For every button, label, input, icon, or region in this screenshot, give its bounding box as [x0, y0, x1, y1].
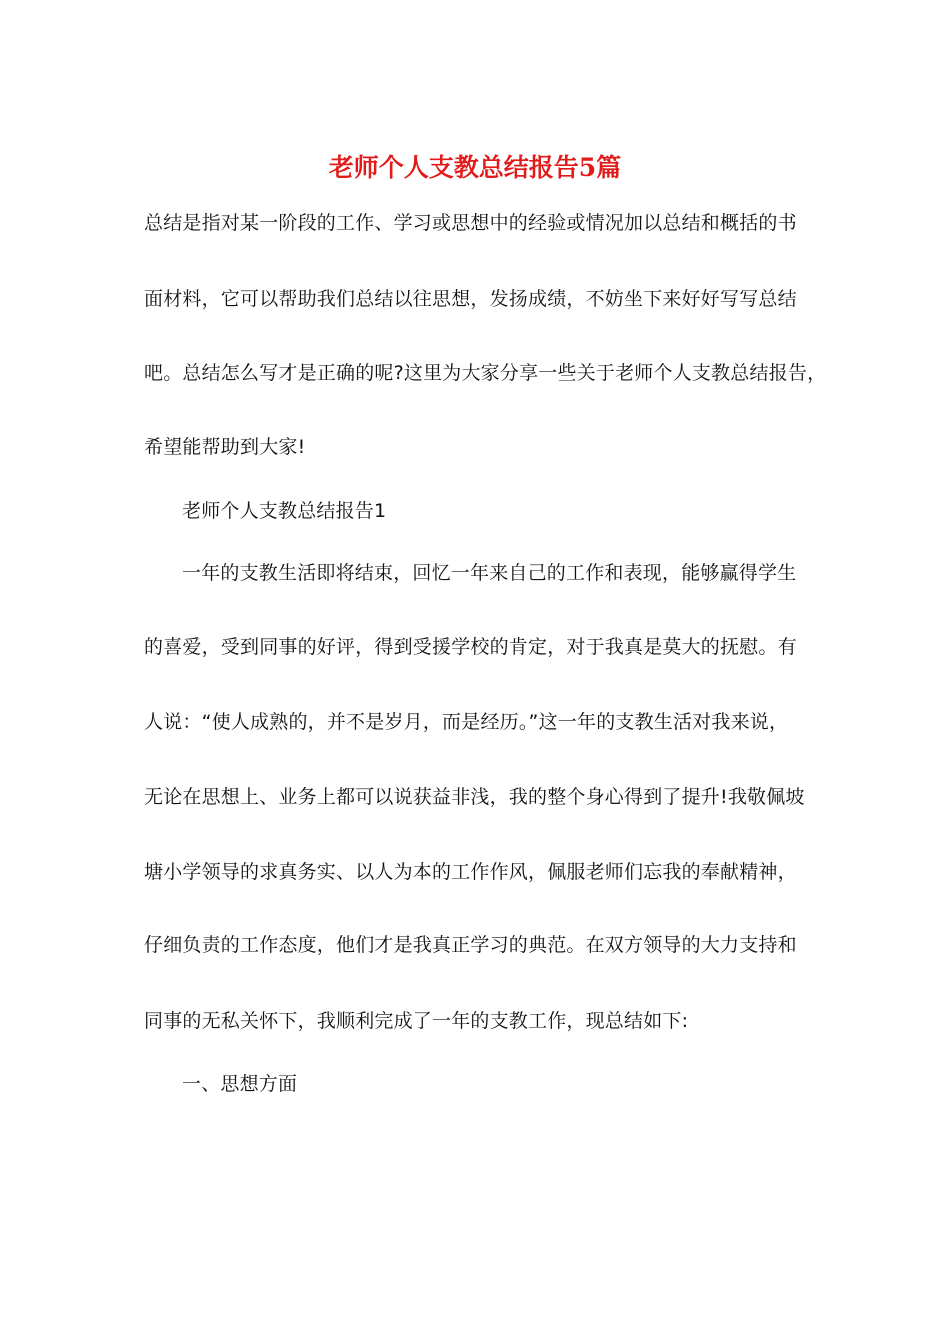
intro-line: 希望能帮助到大家!	[144, 436, 306, 458]
intro-line: 总结是指对某一阶段的工作、学习或思想中的经验或情况加以总结和概括的书	[144, 212, 797, 234]
subheading: 一、思想方面	[182, 1073, 298, 1095]
intro-line: 面材料，它可以帮助我们总结以往思想，发扬成绩，不妨坐下来好好写写总结	[144, 288, 797, 310]
body-line: 无论在思想上、业务上都可以说获益非浅，我的整个身心得到了提升!我敬佩坡	[144, 786, 805, 808]
body-line: 一年的支教生活即将结束，回忆一年来自己的工作和表现，能够赢得学生	[182, 562, 797, 584]
section-heading: 老师个人支教总结报告1	[182, 500, 387, 522]
body-line: 的喜爱，受到同事的好评，得到受援学校的肯定，对于我真是莫大的抚慰。有	[144, 636, 797, 658]
body-line: 塘小学领导的求真务实、以人为本的工作作风，佩服老师们忘我的奉献精神，	[144, 861, 797, 883]
body-line: 同事的无私关怀下，我顺利完成了一年的支教工作，现总结如下:	[144, 1010, 689, 1032]
document-title: 老师个人支教总结报告5篇	[328, 153, 622, 182]
body-line: 人说：“使人成熟的，并不是岁月，而是经历。”这一年的支教生活对我来说，	[144, 711, 789, 733]
body-line: 仔细负责的工作态度，他们才是我真正学习的典范。在双方领导的大力支持和	[144, 934, 797, 956]
intro-line: 吧。总结怎么写才是正确的呢?这里为大家分享一些关于老师个人支教总结报告，	[144, 362, 827, 384]
